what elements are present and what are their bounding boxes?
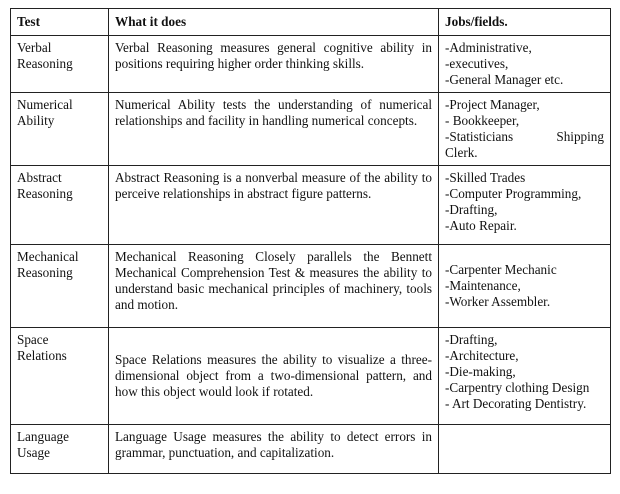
test-name-line: Relations: [17, 348, 67, 363]
test-name-line: Space: [17, 332, 49, 347]
jobs-cell: [439, 328, 611, 425]
job-item: -Carpentry clothing Design: [445, 380, 590, 395]
job-item: -Maintenance,: [445, 278, 521, 293]
test-name-cell: [11, 36, 109, 93]
job-item: -Worker Assembler.: [445, 294, 551, 309]
job-item: -Carpenter Mechanic: [445, 262, 557, 277]
table-row: [11, 166, 611, 245]
description-cell: Language Usage measures the ability to detect errors in grammar, punctuation, and capitalization.: [109, 425, 439, 474]
table-row: [11, 245, 611, 328]
job-item: -Drafting,: [445, 332, 498, 347]
job-item: Clerk.: [445, 145, 478, 160]
test-name-cell: [11, 166, 109, 245]
job-item: - Art Decorating Dentistry.: [445, 396, 587, 411]
test-name-line: Language: [17, 429, 69, 444]
table-row: [11, 425, 611, 474]
jobs-cell: [439, 425, 611, 474]
jobs-cell: [439, 93, 611, 166]
job-item: -executives,: [445, 56, 509, 71]
job-item: -Administrative,: [445, 40, 532, 55]
aptitude-tests-table: [10, 8, 611, 474]
job-item: -Drafting,: [445, 202, 498, 217]
job-item: -Die-making,: [445, 364, 516, 379]
test-name-cell: [11, 93, 109, 166]
header-what-it-does: What it does: [109, 9, 439, 36]
job-item: -Architecture,: [445, 348, 519, 363]
header-jobs-fields: Jobs/fields.: [439, 9, 611, 36]
test-name-line: Reasoning: [17, 56, 73, 71]
job-item: -Project Manager,: [445, 97, 540, 112]
test-name-line: Reasoning: [17, 265, 73, 280]
test-name-cell: [11, 245, 109, 328]
description-cell: Mechanical Reasoning Closely parallels the Bennett Mechanical Comprehension Test & measures the ability to understand basic mechanical principles of machinery, tools and motion.: [109, 245, 439, 328]
test-name-line: Reasoning: [17, 186, 73, 201]
description-cell: Abstract Reasoning is a nonverbal measure of the ability to perceive relationships in abstract figure patterns.: [109, 166, 439, 245]
job-item: -Skilled Trades: [445, 170, 526, 185]
job-item: -General Manager etc.: [445, 72, 564, 87]
test-name-line: Ability: [17, 113, 55, 128]
job-item: -Computer Programming,: [445, 186, 582, 201]
job-item: -Auto Repair.: [445, 218, 517, 233]
job-item: - Bookkeeper,: [445, 113, 520, 128]
job-item: -Statisticians Shipping: [445, 129, 604, 144]
test-name-line: Numerical: [17, 97, 73, 112]
table-row: [11, 36, 611, 93]
header-row: [11, 9, 611, 36]
test-name-cell: [11, 425, 109, 474]
test-name-line: Verbal: [17, 40, 52, 55]
table-row: [11, 328, 611, 425]
test-name-line: Mechanical: [17, 249, 79, 264]
description-cell: Verbal Reasoning measures general cognitive ability in positions requiring higher order thinking skills.: [109, 36, 439, 93]
description-cell: Space Relations measures the ability to visualize a three-dimensional object from a two-dimensional pattern, and how this object would look if rotated.: [109, 328, 439, 425]
jobs-cell: [439, 36, 611, 93]
table-row: [11, 93, 611, 166]
jobs-cell: [439, 166, 611, 245]
description-cell: Numerical Ability tests the understanding of numerical relationships and facility in handling numerical concepts.: [109, 93, 439, 166]
test-name-line: Abstract: [17, 170, 62, 185]
header-test: Test: [11, 9, 109, 36]
test-name-line: Usage: [17, 445, 50, 460]
test-name-cell: [11, 328, 109, 425]
jobs-cell: [439, 245, 611, 328]
